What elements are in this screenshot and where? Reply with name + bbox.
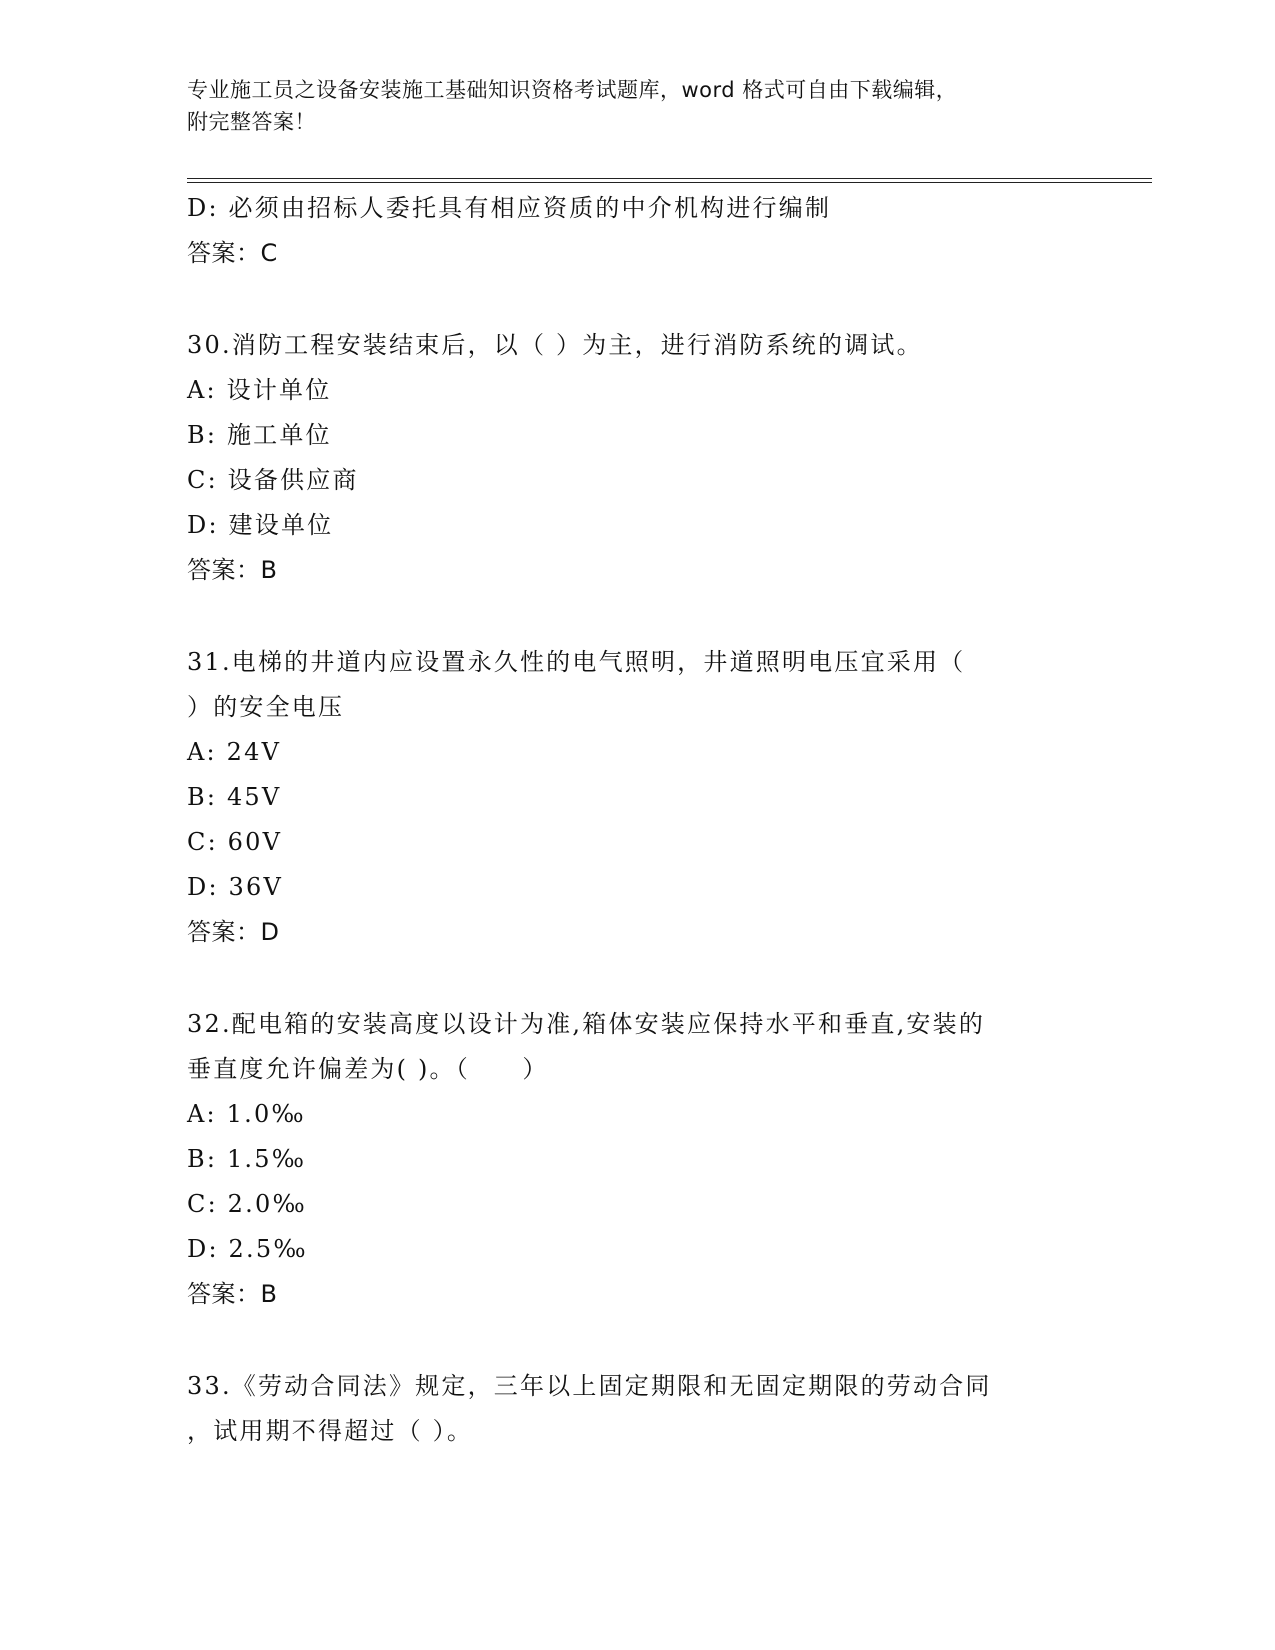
answer-line: 答案：C [187,239,278,267]
spacer [187,955,1087,1002]
option-a: A: 设计单位 [187,376,332,404]
document-body [187,186,1087,1454]
option-a: A: 24V [187,738,282,766]
option-c: C: 设备供应商 [187,466,359,494]
option-d: D: 建设单位 [187,511,334,539]
header-divider-bottom [187,182,1152,183]
question-32 [187,1002,1087,1317]
option-b: B: 施工单位 [187,421,332,449]
question-stem: 30.消防工程安装结束后，以（ ）为主，进行消防系统的调试。 [187,331,923,359]
option-b: B: 45V [187,783,282,811]
option-c: C: 2.0‰ [187,1190,307,1218]
question-stem-line-2: ，试用期不得超过（ ）。 [187,1417,474,1445]
option-d: D: 必须由招标人委托具有相应资质的中介机构进行编制 [187,194,832,222]
header-divider-top [187,178,1152,179]
answer-line: 答案：B [187,1280,278,1308]
option-d: D: 36V [187,873,284,901]
option-a: A: 1.0‰ [187,1100,306,1128]
option-d: D: 2.5‰ [187,1235,308,1263]
header-line-1: 专业施工员之设备安装施工基础知识资格考试题库，word 格式可自由下载编辑， [187,78,958,102]
question-stem-line-2: 垂直度允许偏差为( )。（ ） [187,1055,549,1083]
header-line-2: 附完整答案！ [187,110,316,134]
question-stem-line-1: 33.《劳动合同法》规定，三年以上固定期限和无固定期限的劳动合同 [187,1372,992,1400]
spacer [187,276,1087,323]
question-29-tail [187,186,1087,276]
spacer [187,1317,1087,1364]
question-33 [187,1364,1087,1454]
question-stem-line-1: 32.配电箱的安装高度以设计为准,箱体安装应保持水平和垂直,安装的 [187,1010,986,1038]
spacer [187,593,1087,640]
question-stem-line-1: 31.电梯的井道内应设置永久性的电气照明，井道照明电压宜采用（ [187,648,966,676]
question-31 [187,640,1087,955]
option-b: B: 1.5‰ [187,1145,307,1173]
option-c: C: 60V [187,828,283,856]
question-stem-line-2: ）的安全电压 [187,693,345,721]
question-30 [187,323,1087,593]
answer-line: 答案：D [187,918,280,946]
answer-line: 答案：B [187,556,278,584]
page-header [187,74,1067,138]
